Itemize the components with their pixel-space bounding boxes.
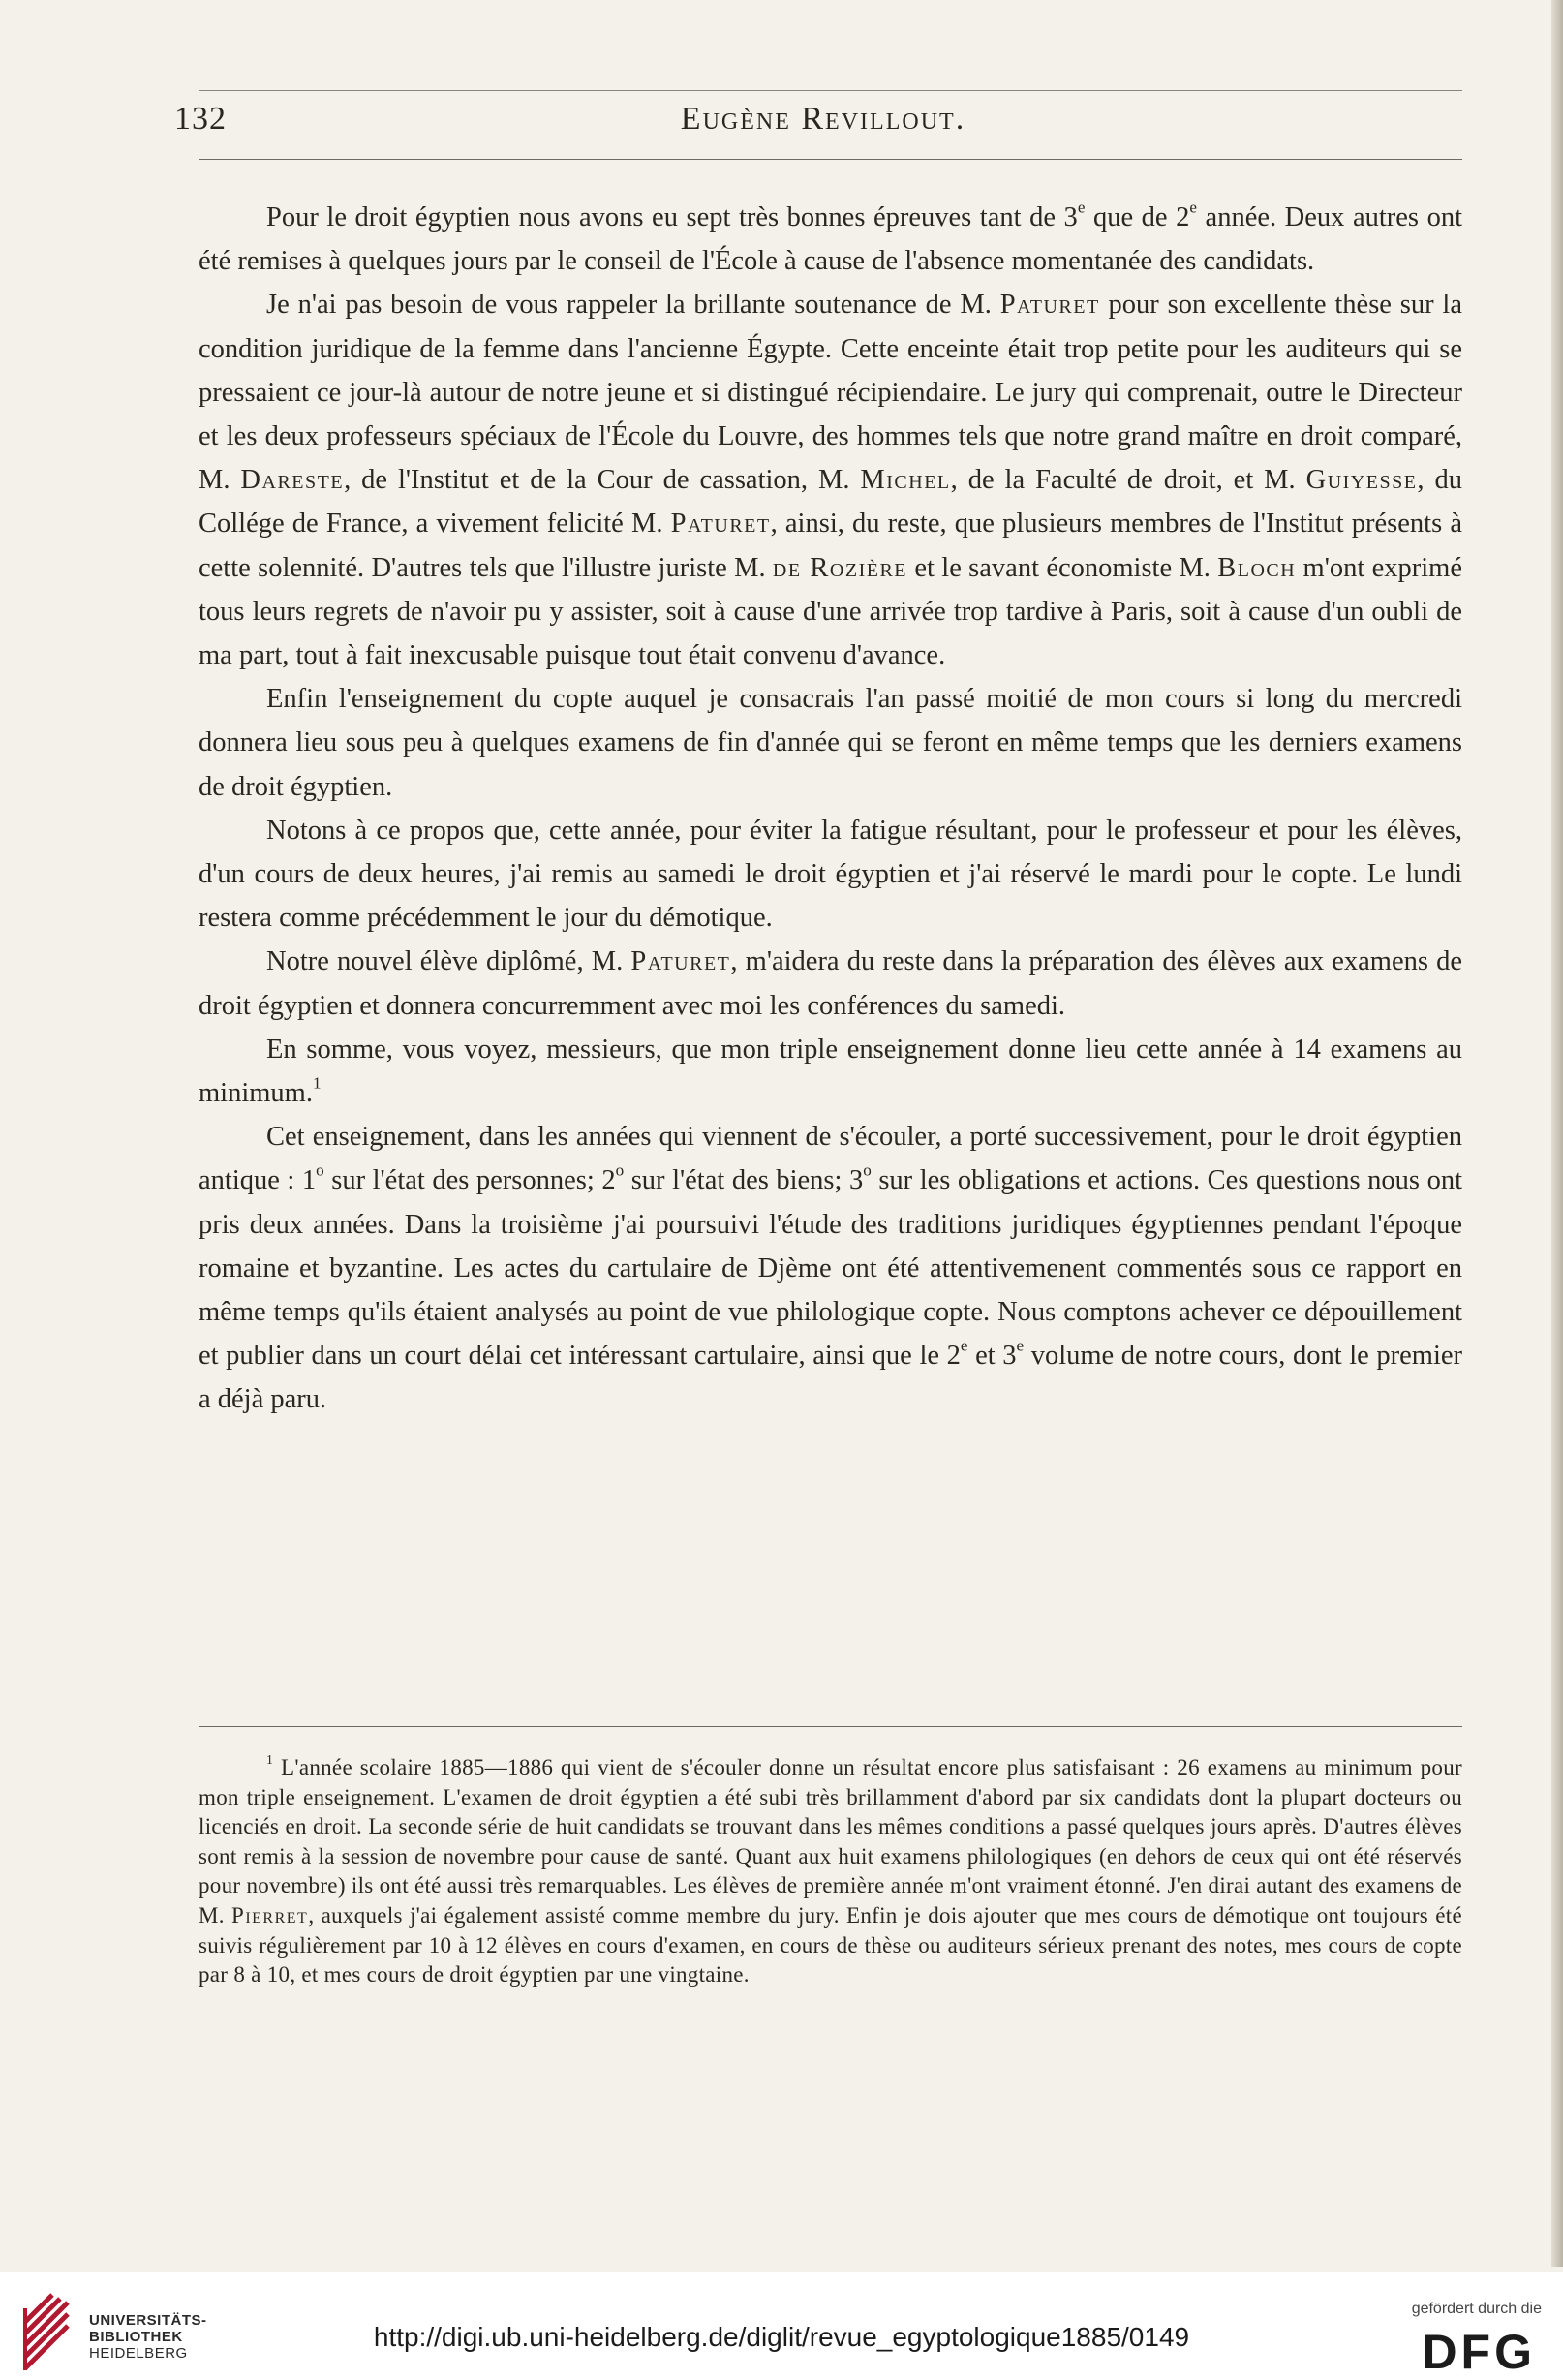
paragraph-6: En somme, vous voyez, messieurs, que mon triple enseignement donne lieu cette année à 14 examens au minimum.$^1$ [199, 1034, 1462, 1109]
name-de-roziere: de Rozière [772, 552, 908, 583]
page-header [174, 101, 1472, 149]
top-rule [199, 90, 1462, 91]
paragraph-4: Notons à ce propos que, cette année, pour éviter la fatigue résultant, pour le professeur et pour les élèves, d'un cours de deux heures, j'ai remis au samedi le droit égyptien et j'ai réservé le mardi pour le copte. Le lundi restera comme précédemment le jour du démotique. [199, 815, 1462, 934]
footnote-reference: 1 [312, 1073, 322, 1093]
paragraph-7: Cet enseignement, dans les années qui viennent de s'écouler, a porté successivement, pour le droit égyptien antique : 1$^o$ sur l'état des personnes; 2$^o$ sur l'état des biens; 3$^o$ sur les obligations et actions. Ces questions nous ont pris deux années. Dans la troisième j'ai poursuivi l'étude des traditions juridiques égyptiennes pendant l'époque romaine et byzantine. Les actes du cartulaire de Djème ont été attentivemenent commentés sous ce rapport en même temps qu'ils étaient analysés au point de vue philologique copte. Nous comptons achever ce dépouillement et publier dans un court délai cet intéressant cartulaire, ainsi que le 2e et 3e volume de notre cours, dont le premier a déjà paru. [199, 1122, 1463, 1415]
page-number: 132 [174, 101, 227, 137]
funding-note: gefördert durch die [1411, 2301, 1542, 2317]
header-rule [199, 159, 1462, 160]
paragraph-2: Je n'ai pas besoin de vous rappeler la brillante soutenance de M. Paturet pour son excellente thèse sur la condition juridique de la femme dans l'ancienne Égypte. Cette enceinte était trop petite pour les auditeurs qui se pressaient ce jour-là autour de notre jeune et si distingué récipiendaire. Le jury qui comprenait, outre le Directeur et les deux professeurs spéciaux de l'École du Louvre, des hommes tels que notre grand maître en droit comparé, M. Dareste, de l'Institut et de la Cour de cassation, M. Michel, de la Faculté de droit, et M. Guiyesse, du Collége de France, a vivement felicité M. Paturet, ainsi, du reste, que plusieurs membres de l'Institut présents à cette solennité. D'autres tels que l'illustre juriste M. de Rozière et le savant économiste M. Bloch m'ont exprimé tous leurs regrets de n'avoir pu y assister, soit à cause d'une arrivée trop tardive à Paris, soit à cause d'un oubli de ma part, tout à fait inexcusable puisque tout était convenu d'avance. [199, 290, 1462, 671]
name-guiyesse: Guiyesse [1305, 465, 1418, 496]
name-bloch: Bloch [1217, 552, 1297, 583]
footnote-mark: 1 [266, 1751, 274, 1767]
body-text [199, 196, 1462, 1422]
digital-copy-url[interactable]: http://digi.ub.uni-heidelberg.de/diglit/revue_egyptologique1885/0149 [373, 2322, 1190, 2352]
university-library-name: UNIVERSITÄTS- BIBLIOTHEK HEIDELBERG [89, 2312, 207, 2362]
digitization-footer [0, 2272, 1563, 2380]
name-pierret: Pierret [231, 1902, 309, 1928]
footnote: $^1$ L'année scolaire 1885—1886 qui vient de s'écouler donne un résultat encore plus satisfaisant : 26 examens au minimum pour mon triple enseignement. L'examen de droit égyptien a été subi très brillamment d'abord par six candidats dont la plupart docteurs ou licenciés en droit. La seconde série de huit candidats se trouvant dans les mêmes conditions a passé quelques jours après. D'autres élèves sont remis à la session de novembre pour cause de santé. Quant aux huit examens philologiques (en dehors de ceux qui ont été réservés pour novembre) ils ont été aussi très remarquables. Les élèves de première année m'ont vraiment étonné. J'en dirai autant des examens de M. Pierret, auxquels j'ai également assisté comme membre du jury. Enfin je dois ajouter que mes cours de démotique ont toujours été suivis régulièrement par 10 à 12 élèves en cours d'examen, en cours de thèse ou auditeurs sérieux prenant des notes, mes cours de copte par 8 à 10, et mes cours de droit égyptien par une vingtaine. [199, 1751, 1462, 1988]
name-paturet: Paturet [670, 509, 771, 540]
running-head: Eugène Revillout. [680, 101, 966, 137]
paragraph-3: Enfin l'enseignement du copte auquel je consacrais l'an passé moitié de mon cours si long du mercredi donnera lieu sous peu à quelques examens de fin d'année qui se feront en même temps que les derniers examens de droit égyptien. [199, 684, 1462, 802]
dfg-logo: DFG [1422, 2325, 1536, 2379]
name-paturet: Paturet [630, 946, 731, 977]
paragraph-5: Notre nouvel élève diplômé, M. Paturet, m'aidera du reste dans la préparation des élèves aux examens de droit égyptien et donnera concurremment avec moi les conférences du samedi. [199, 946, 1462, 1021]
paragraph-1: Pour le droit égyptien nous avons eu sept très bonnes épreuves tant de 3e que de 2e année. Deux autres ont été remises à quelques jours par le conseil de l'École à cause de l'absence momentanée des candidats. [199, 198, 1462, 277]
page-edge-shadow [1551, 0, 1563, 2267]
name-dareste: Dareste [240, 465, 345, 496]
footnote-rule [199, 1726, 1462, 1727]
name-paturet: Paturet [999, 290, 1100, 321]
name-michel: Michel [860, 465, 951, 496]
